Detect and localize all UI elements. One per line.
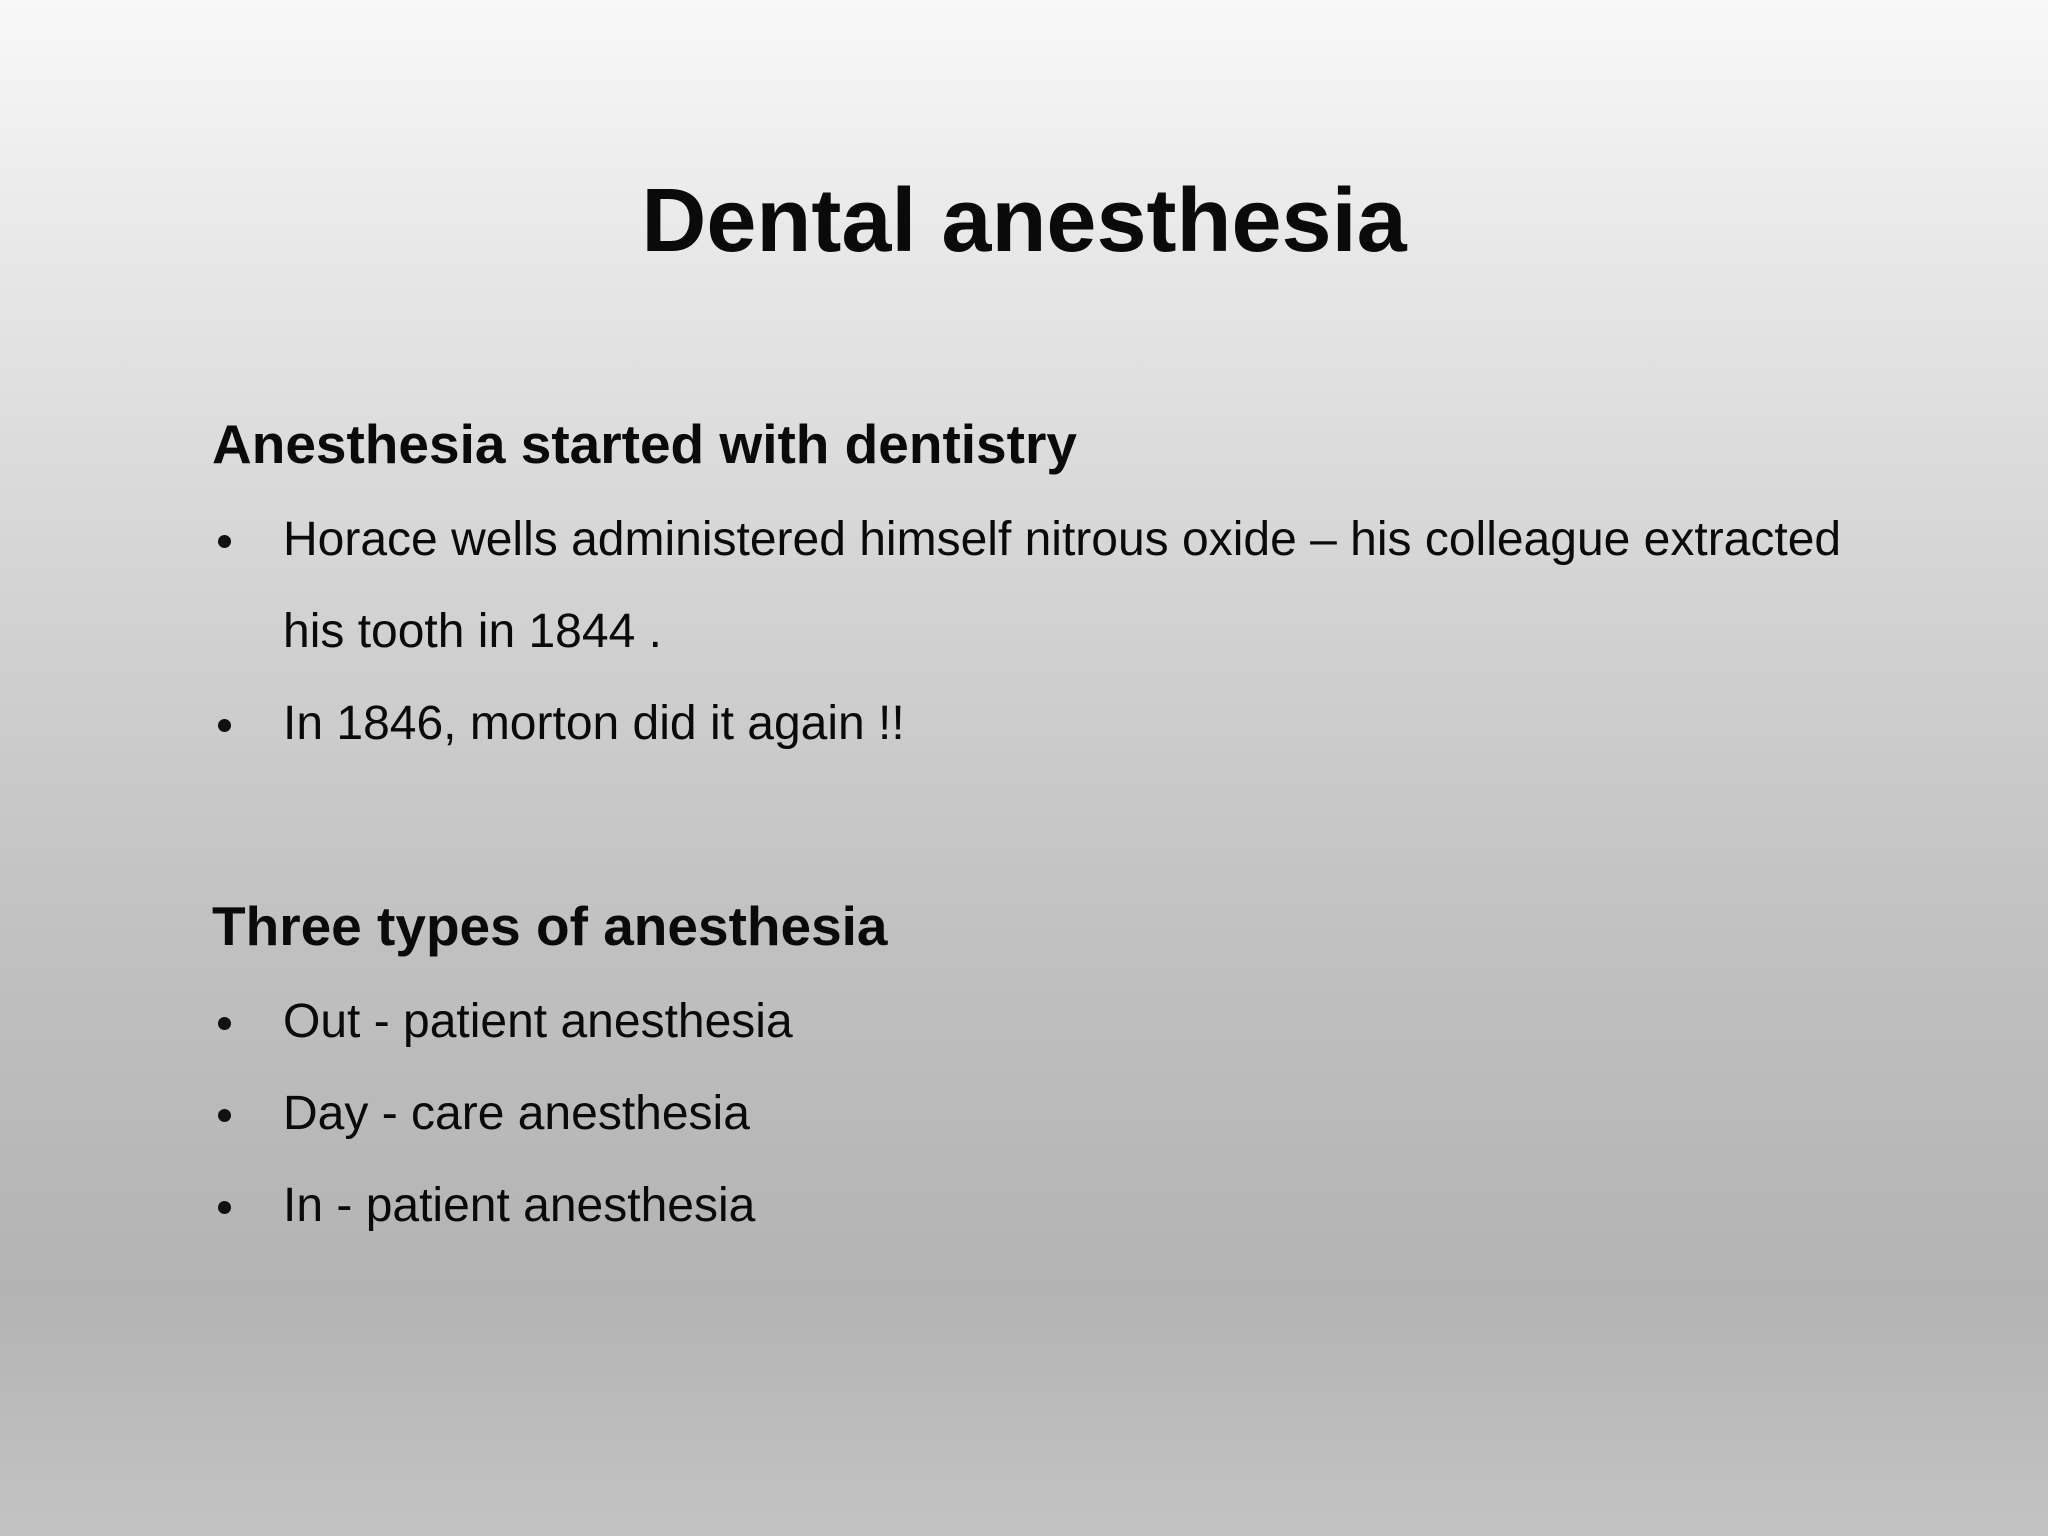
list-item [212,976,1852,1068]
list-item-text: Day - care anesthesia [283,1087,750,1140]
list-item-text: In - patient anesthesia [283,1179,756,1232]
list-item [212,1160,1852,1252]
list-item [212,494,1852,678]
list-item [212,678,1852,770]
section-heading-types: Three types of anesthesia [212,895,888,957]
section-spacer [212,770,1852,886]
list-item-text: Horace wells administered himself nitrous oxide – his colleague extracted his tooth in 1844 . [283,513,1842,658]
bullet-icon [218,535,231,548]
bullet-icon [218,1017,231,1030]
list-item-text: Out - patient anesthesia [283,995,793,1048]
bullet-icon [218,1201,231,1214]
section-heading-history: Anesthesia started with dentistry [212,413,1077,475]
bullet-list-history [212,494,1852,770]
slide-title: Dental anesthesia [641,171,1407,271]
slide-content [212,404,1852,1252]
list-item [212,1068,1852,1160]
list-item-text: In 1846, morton did it again !! [283,697,905,750]
bullet-list-types [212,976,1852,1252]
bullet-icon [218,1109,231,1122]
bullet-icon [218,719,231,732]
